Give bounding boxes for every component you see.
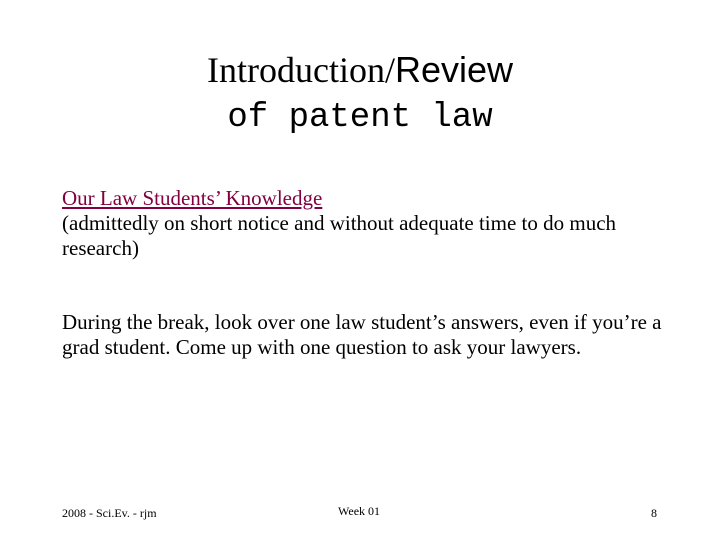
paragraph-note: (admittedly on short notice and without adequate time to do much research) bbox=[62, 211, 617, 260]
paragraph-law-students-knowledge bbox=[62, 186, 662, 261]
title-part-review: Review bbox=[394, 49, 513, 90]
slide-title-line2: of patent law bbox=[227, 99, 493, 137]
footer-week-label: Week 01 bbox=[338, 504, 381, 518]
title-part-introduction: Introduction/ bbox=[206, 50, 395, 90]
footer-page-number: 8 bbox=[651, 506, 657, 520]
footer-course-label: 2008 - Sci.Ev. - rjm bbox=[62, 506, 157, 520]
law-students-knowledge-link[interactable]: Our Law Students’ Knowledge bbox=[62, 186, 323, 210]
slide-title-line1 bbox=[0, 50, 720, 90]
paragraph-break-instructions: During the break, look over one law student’s answers, even if you’re a grad student. Come up with one question to ask your lawyers. bbox=[62, 310, 662, 359]
